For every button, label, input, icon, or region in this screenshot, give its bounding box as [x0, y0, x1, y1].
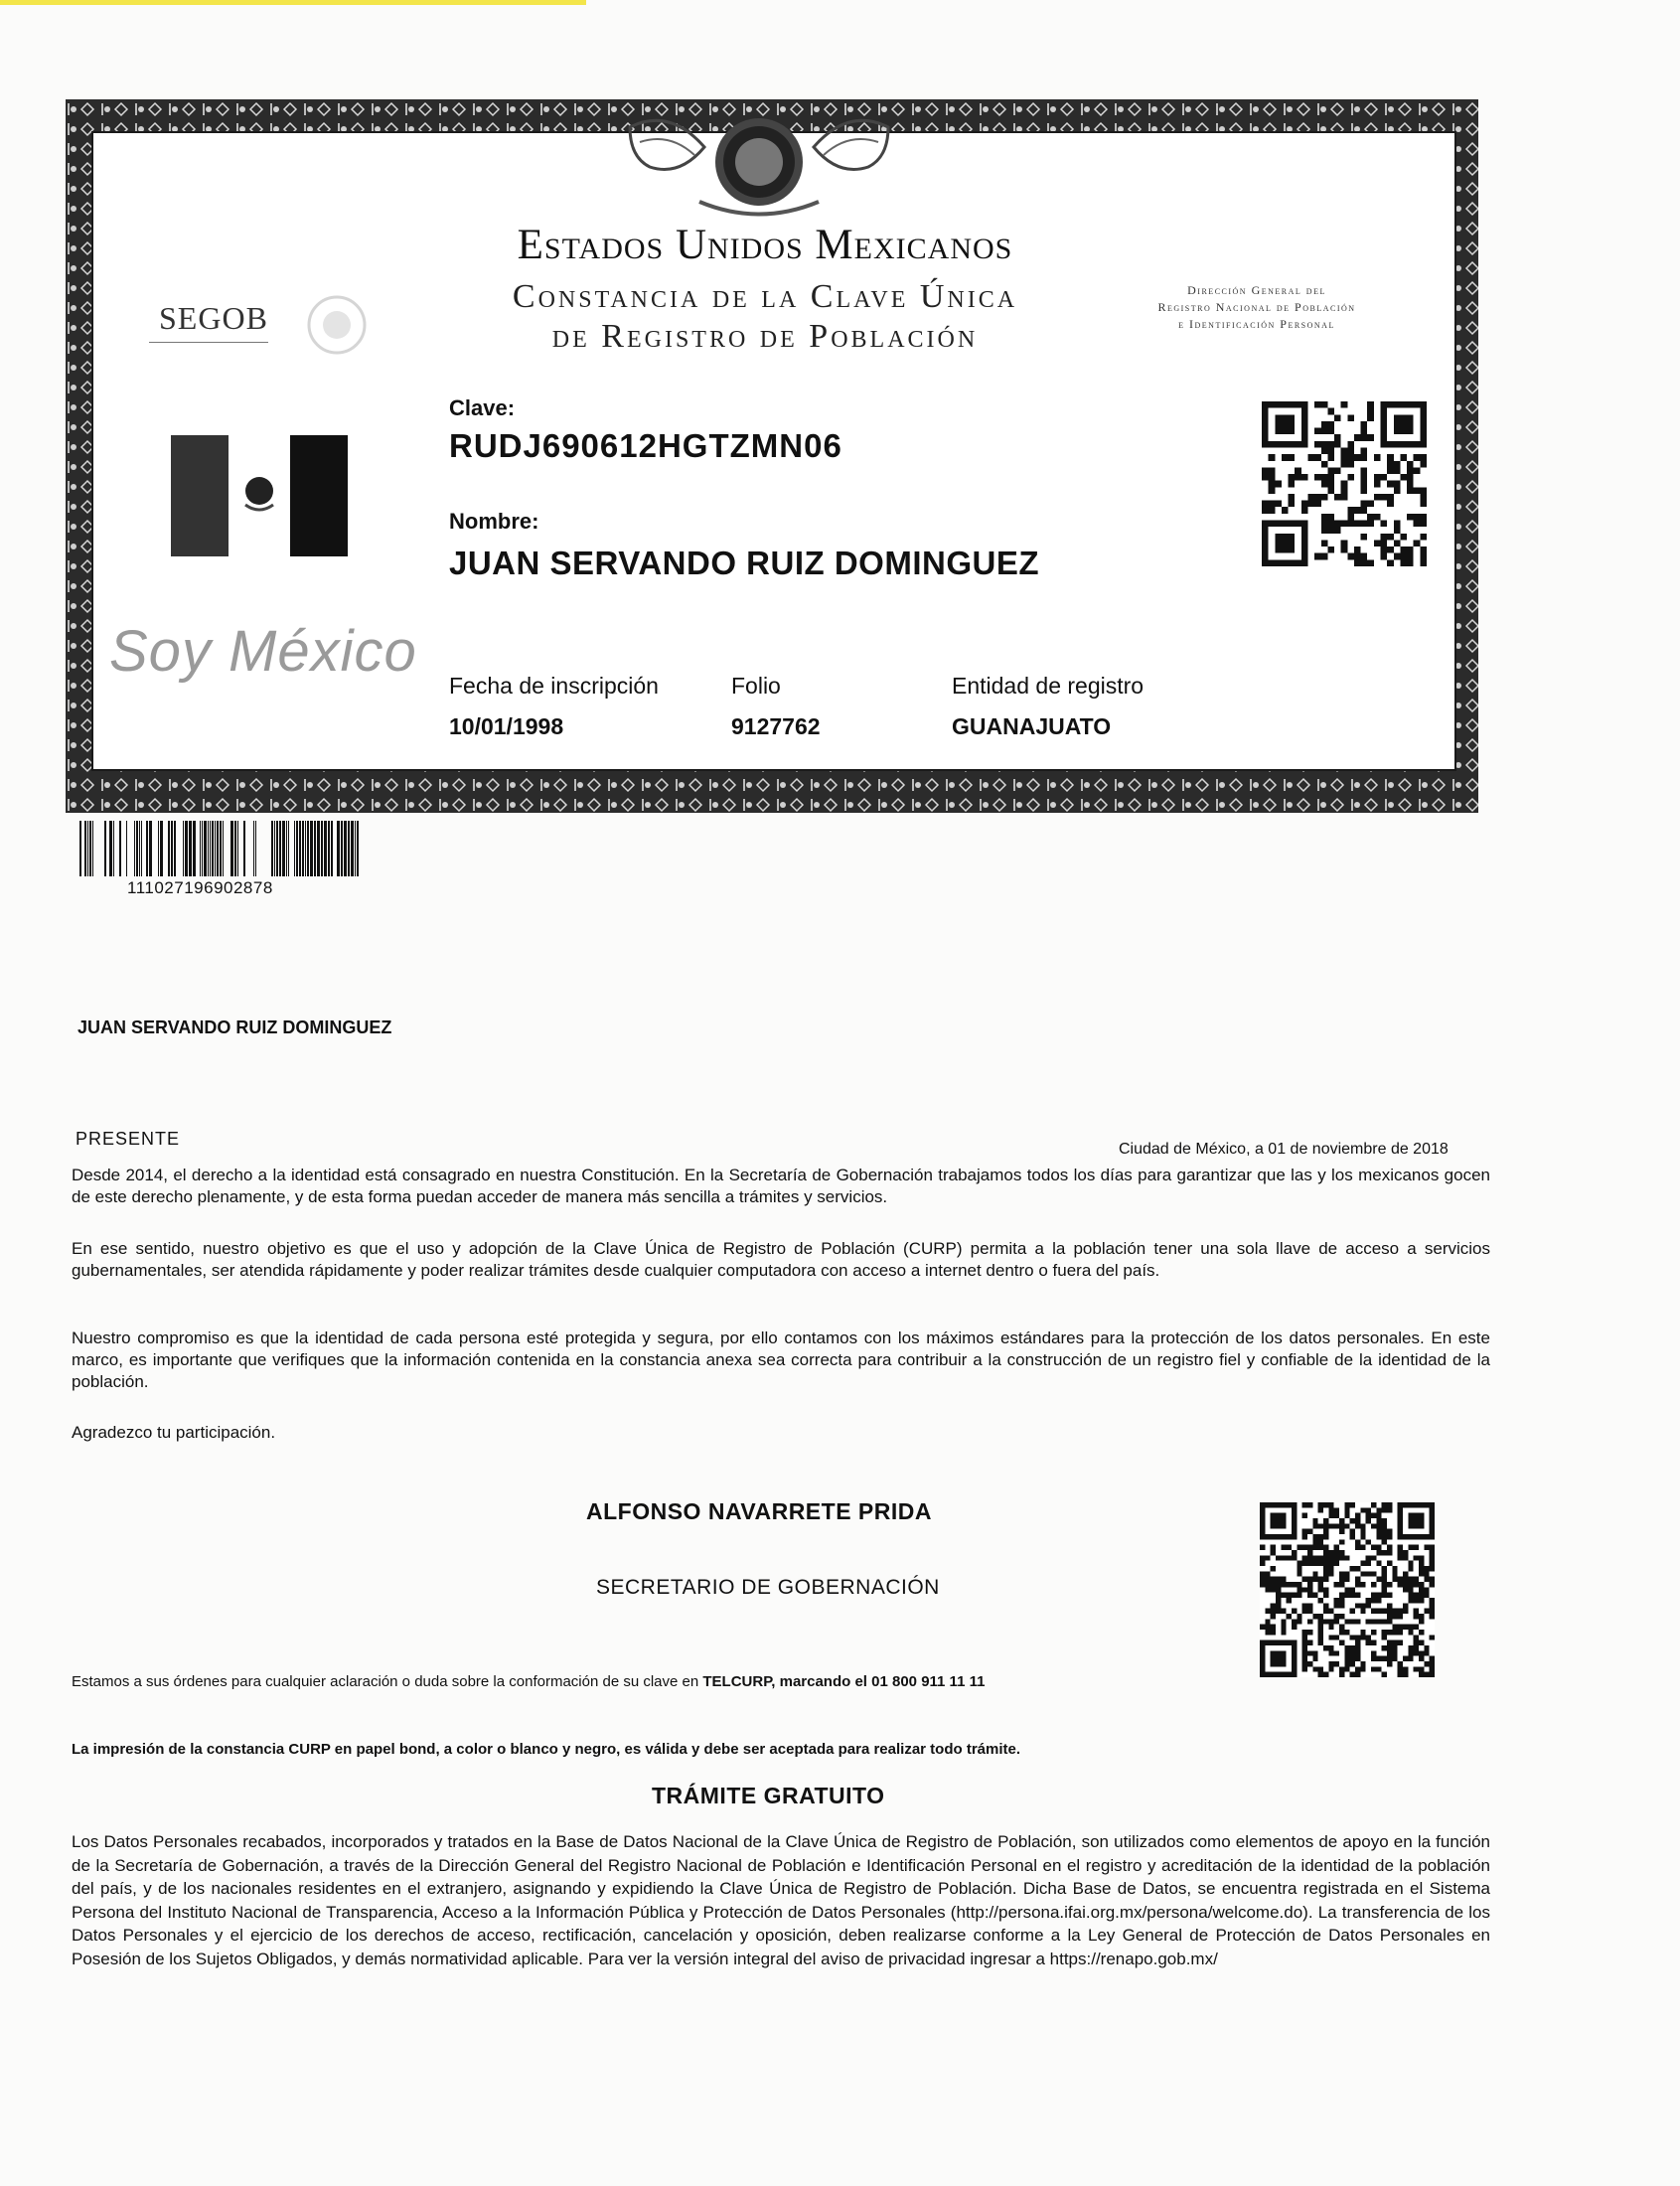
signer-title: SECRETARIO DE GOBERNACIÓN	[596, 1576, 940, 1599]
agency-right-block	[1103, 282, 1411, 333]
segob-logo-text: SEGOB	[159, 300, 268, 336]
clave-label: Clave:	[449, 395, 516, 420]
clave-value: RUDJ690612HGTZMN06	[449, 427, 842, 464]
entidad-registro-value: GUANAJUATO	[952, 713, 1112, 739]
qr-code-signature-icon	[1260, 1502, 1435, 1677]
folio-value: 9127762	[731, 713, 821, 739]
certificate-subtitle-1: Constancia de la Clave Única	[512, 278, 1018, 315]
national-eagle-seal-icon	[610, 107, 908, 229]
agency-right-line-3: e Identificación Personal	[1178, 317, 1335, 331]
slogan-soy-mexico: Soy México	[109, 619, 417, 684]
folio-label: Folio	[731, 673, 781, 699]
mexican-flag-icon	[171, 435, 348, 556]
barcode-number: 111027196902878	[127, 878, 273, 897]
certificate-title: Estados Unidos Mexicanos	[517, 222, 1013, 268]
nombre-label: Nombre:	[449, 509, 539, 534]
telcurp-phone: TELCURP, marcando el 01 800 911 11 11	[702, 1673, 986, 1690]
telcurp-line	[72, 1673, 985, 1690]
agency-right-line-2: Registro Nacional de Población	[1157, 300, 1356, 314]
recipient-name: JUAN SERVANDO RUIZ DOMINGUEZ	[77, 1017, 392, 1037]
nombre-value: JUAN SERVANDO RUIZ DOMINGUEZ	[449, 545, 1039, 581]
faint-seal-icon	[304, 292, 370, 358]
fecha-inscripcion-value: 10/01/1998	[449, 713, 564, 739]
segob-underline	[149, 342, 268, 343]
telcurp-text: Estamos a sus órdenes para cualquier aclaración o duda sobre la conformación de su clave en	[72, 1673, 699, 1690]
signer-name: ALFONSO NAVARRETE PRIDA	[586, 1498, 932, 1524]
presente-label: PRESENTE	[76, 1129, 181, 1149]
tramite-gratuito-heading: TRÁMITE GRATUITO	[652, 1783, 885, 1808]
closing-line: Agradezco tu participación.	[72, 1423, 276, 1442]
certificate-subtitle-2: de Registro de Población	[551, 318, 979, 355]
fecha-inscripcion-label: Fecha de inscripción	[449, 673, 659, 699]
qr-code-icon	[1262, 401, 1427, 566]
entidad-registro-label: Entidad de registro	[952, 673, 1145, 699]
agency-right-line-1: Dirección General del	[1187, 283, 1326, 297]
paragraph-commitment: Nuestro compromiso es que la identidad de cada persona esté protegida y segura, por ello contamos con los máximos estándares para la protección de los datos personales. En este marco, es importante que verifiques que la información contenida en la constancia anexa sea correcta para contribuir a la construcción de un registro fiel y confiable de la identidad de la población.	[72, 1328, 1490, 1391]
impresion-notice: La impresión de la constancia CURP en papel bond, a color o blanco y negro, es válida y debe ser aceptada para realizar todo trámite.	[72, 1741, 1021, 1758]
privacy-paragraph: Los Datos Personales recabados, incorporados y tratados en la Base de Datos Nacional de la Clave Única de Registro de Población, son utilizados como elementos de apoyo en la función de la Secretaría de Gobernación, a través de la Dirección General del Registro Nacional de Población e Identificación Personal en el registro y acreditación de la identidad de la población del país, y de los nacionales residentes en el extranjero, asignando y expidiendo la Clave Única de Registro de Población. Dicha Base de Datos, se encuentra registrada en el Sistema Persona del Instituto Nacional de Transparencia, Acceso a la Información Pública y Protección de Datos Personales (http://persona.ifai.org.mx/persona/welcome.do). La transferencia de los Datos Personales y el ejercicio de los derechos de acceso, rectificación, cancelación y oposición, deben realizarse conforme a la Ley General de Protección de Datos Personales en Posesión de los Sujetos Obligados, y demás normatividad aplicable. Para ver la versión integral del aviso de privacidad ingresar a https://renapo.gob.mx/	[72, 1832, 1490, 1968]
paragraph-identity: Desde 2014, el derecho a la identidad está consagrado en nuestra Constitución. En la Secretaría de Gobernación trabajamos todos los días para garantizar que las y los mexicanos gocen de este derecho plenamente, y de esta forma puedan acceder de manera más sencilla a trámites y servicios.	[72, 1166, 1490, 1206]
date-line: Ciudad de México, a 01 de noviembre de 2018	[1119, 1141, 1449, 1158]
top-color-strip	[0, 0, 586, 5]
barcode-icon	[79, 821, 364, 876]
paragraph-objective: En ese sentido, nuestro objetivo es que el uso y adopción de la Clave Única de Registro de Población (CURP) permita a la población tener una sola llave de acceso a servicios gubernamentales, ser atendida rápidamente y poder realizar trámites desde cualquier computadora con acceso a internet dentro o fuera del país.	[72, 1239, 1490, 1280]
